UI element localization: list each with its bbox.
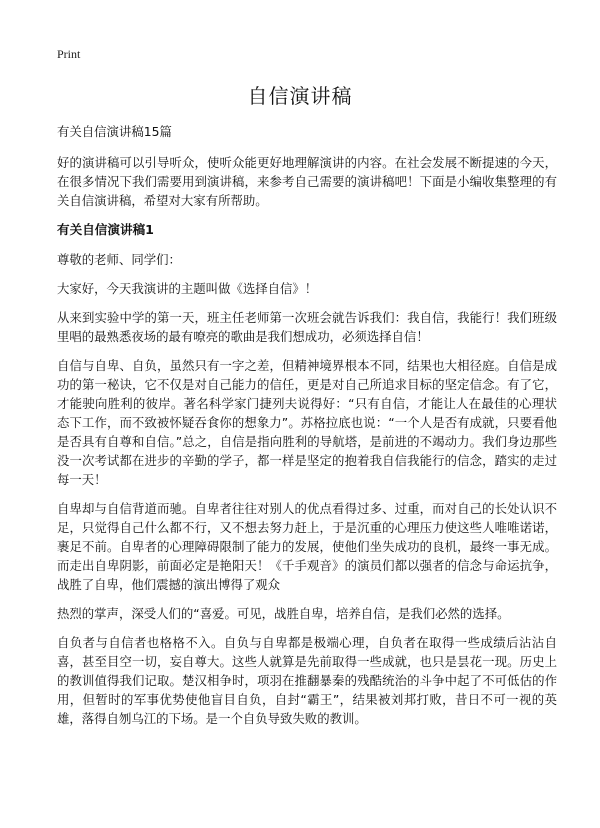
paragraph-first-day: 从来到实验中学的第一天，班主任老师第一次班会就告诉我们：我自信，我能行！我们班级里唱的最熟悉夜场的最有嘹亮的歌曲是我们想成功，必须选择自信！ [57, 310, 557, 344]
paragraph-topic: 大家好，今天我演讲的主题叫做《选择自信》！ [57, 281, 318, 296]
section-heading: 有关自信演讲稿1 [57, 222, 154, 237]
paragraph-arrogance: 自负者与自信者也格格不入。自负与自卑都是极端心理，自负者在取得一些成绩后沾沾自喜，甚至目空一切，妄自尊大。这些人就算是先前取得一些成就，也只是昙花一现。历史上的教训值得我们记取。楚汉相争时，项羽在推翻暴秦的残酷统治的斗争中起了不可低估的作用，但暂时的军事优势使他盲目自负，自封“霸王”，结果被刘邦打败，昔日不可一视的英雄，落得自刎乌江的下场。是一个自负导致失败的教训。 [57, 635, 557, 726]
paragraph-inferiority: 自卑却与自信背道而驰。自卑者往往对别人的优点看得过多、过重，而对自己的长处认识不足，只觉得自己什么都不行，又不想去努力赶上，于是沉重的心理压力使这些人唯唯诺诺，裹足不前。自卑者的心理障碍限制了能力的发展，使他们坐失成功的良机，最终一事无成。而走出自卑阴影，前面必定是艳阳天！《千手观音》的演员们都以强者的信念与命运抗争，战胜了自卑，他们震撼的演出博得了观众 [57, 501, 557, 592]
paragraph-confidence: 自信与自卑、自负，虽然只有一字之差，但精神境界根本不同，结果也大相径庭。自信是成功的第一秘诀，它不仅是对自己能力的信任，更是对自己所追求目标的坚定信念。有了它，才能驶向胜利的彼岸。著名科学家门捷列夫说得好：“只有自信，才能让人在最佳的心理状态下工作，而不致被怀疑吞食你的想象力”。苏格拉底也说：“一个人是否有成就，只要看他是否具有自尊和自信。”总之，自信是指向胜利的导航塔，是前进的不竭动力。我们身边那些没一次考试都在进步的辛勤的学子，都一样是坚定的抱着我自信我能行的信念，踏实的走过每一天！ [57, 358, 557, 487]
intro-paragraph: 好的演讲稿可以引导听众，使听众能更好地理解演讲的内容。在社会发展不断提速的今天，在很多情况下我们需要用到演讲稿，来参考自己需要的演讲稿吧！下面是小编收集整理的有关自信演讲稿，希望对大家有所帮助。 [57, 155, 557, 208]
paragraph-applause: 热烈的掌声，深受人们的“喜爱。可见，战胜自卑，培养自信，是我们必然的选择。 [57, 606, 510, 621]
print-link[interactable]: Print [57, 47, 81, 61]
article-subtitle: 有关自信演讲稿15篇 [57, 124, 172, 139]
paragraph-greeting: 尊敬的老师、同学们： [57, 252, 181, 267]
page-title: 自信演讲稿 [247, 84, 353, 108]
article-body [57, 122, 557, 738]
